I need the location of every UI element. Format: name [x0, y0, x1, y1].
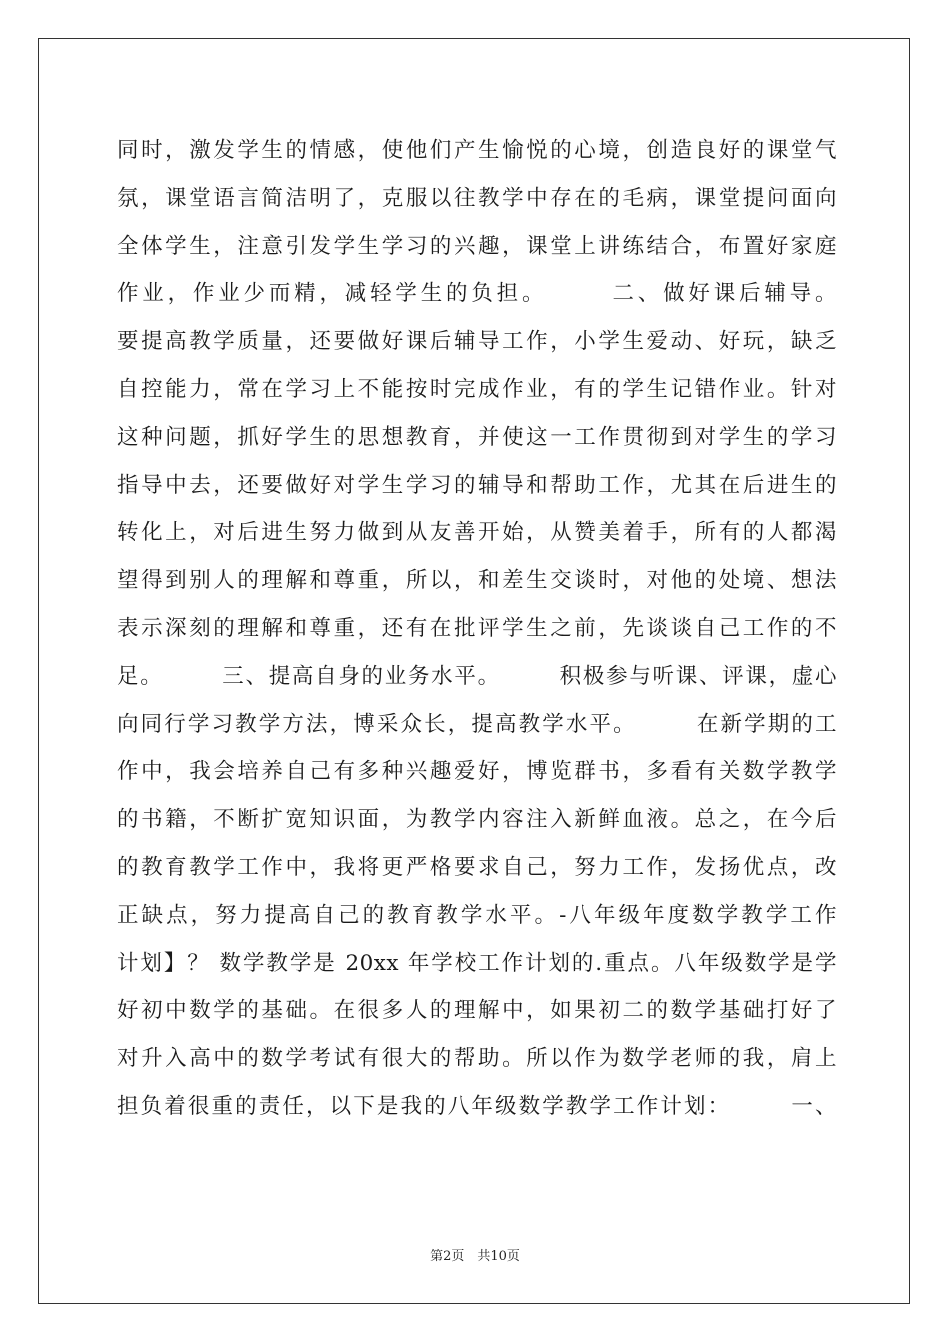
text-line: 作业，作业少而精，减轻学生的负担。 二、做好课后辅导。 [117, 281, 837, 307]
text-line: 这种问题，抓好学生的思想教育，并使这一工作贯彻到对学生的学习 [117, 424, 837, 450]
text-line: 转化上，对后进生努力做到从友善开始，从赞美着手，所有的人都渴 [117, 520, 837, 546]
text-line: 要提高教学质量，还要做好课后辅导工作，小学生爱动、好玩，缺乏 [117, 329, 837, 355]
text-line: 望得到别人的理解和尊重，所以，和差生交谈时，对他的处境、想法 [117, 568, 837, 594]
text-line: 对升入高中的数学考试有很大的帮助。所以作为数学老师的我，肩上 [117, 1046, 837, 1072]
text-line: 全体学生，注意引发学生学习的兴趣，课堂上讲练结合，布置好家庭 [117, 233, 837, 259]
text-line: 好初中数学的基础。在很多人的理解中，如果初二的数学基础打好了 [117, 998, 837, 1024]
text-line: 担负着很重的责任，以下是我的八年级数学教学工作计划： 一、 [117, 1093, 837, 1119]
text-line: 指导中去，还要做好对学生学习的辅导和帮助工作，尤其在后进生的 [117, 472, 837, 498]
document-body [117, 127, 837, 1131]
text-line: 自控能力，常在学习上不能按时完成作业，有的学生记错作业。针对 [117, 376, 837, 402]
text-line: 的书籍，不断扩宽知识面，为教学内容注入新鲜血液。总之，在今后 [117, 807, 837, 833]
text-line: 作中，我会培养自己有多种兴趣爱好，博览群书，多看有关数学教学 [117, 759, 837, 785]
text-line: 的教育教学工作中，我将更严格要求自己，努力工作，发扬优点，改 [117, 854, 837, 880]
text-line: 正缺点，努力提高自己的教育教学水平。-八年级年度数学教学工作 [117, 902, 837, 928]
text-line: 计划】？ 数学教学是 20xx 年学校工作计划的.重点。八年级数学是学 [117, 950, 837, 976]
text-line: 同时，激发学生的情感，使他们产生愉悦的心境，创造良好的课堂气 [117, 138, 837, 163]
text-line: 表示深刻的理解和尊重，还有在批评学生之前，先谈谈自己工作的不 [117, 615, 837, 641]
page-footer: 第2页 共10页 [430, 1249, 520, 1264]
text-line: 向同行学习教学方法，博采众长，提高教学水平。 在新学期的工 [117, 711, 837, 737]
text-line: 足。 三、提高自身的业务水平。 积极参与听课、评课，虚心 [117, 663, 837, 689]
text-line: 氛，课堂语言简洁明了，克服以往教学中存在的毛病，课堂提问面向 [117, 185, 837, 211]
